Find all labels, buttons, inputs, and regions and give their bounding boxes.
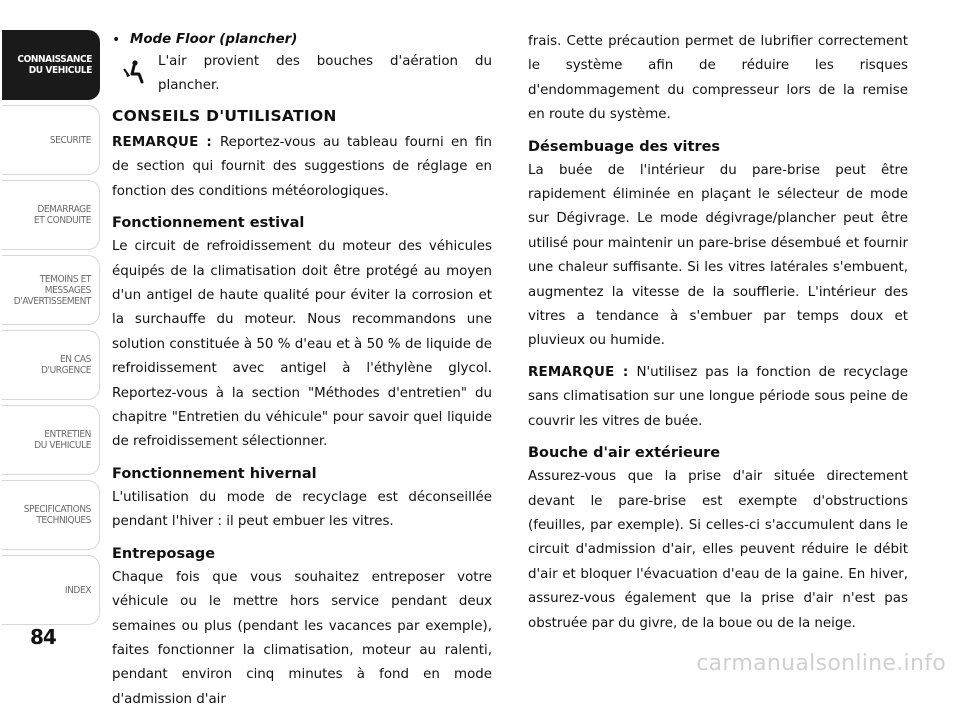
section-heading-conseils: CONSEILS D'UTILISATION (112, 107, 337, 125)
remark-text: N'utilisez pas la fonction de recyclage sans climatisation sur une longue période sous peine de couvrir les vitres de buée. (528, 364, 908, 429)
paragraph-continuation: frais. Cette précaution permet de lubrifier correctement le système afin de réduire les risques d'endommagement du compresseur lors de la remise en route du système. (528, 34, 908, 123)
tab-label: TEMOINS ET MESSAGES D'AVERTISSEMENT (13, 273, 91, 307)
paragraph-bouche: Assurez-vous que la prise d'air située directement devant le pare-brise est exempte d'obstructions (feuilles, par exemple). Si celles-ci s'accumulent dans le circuit d'admission d'air, elles peuvent réduire le débit d'air et bloquer l'évacuation d'eau de la gaine. En hiver, assurez-vous également que la prise d'air n'est pas obstruée par du givre, de la boue ou de la neige. (528, 469, 908, 631)
mode-title: Mode Floor (plancher) (130, 32, 298, 47)
heading-hivernal: Fonctionnement hivernal (112, 465, 317, 482)
tab-label: SECURITE (49, 134, 91, 146)
remark-paragraph (112, 131, 492, 204)
heading-bouche: Bouche d'air extérieure (528, 445, 721, 462)
bullet: • (112, 32, 121, 48)
remark-label: REMARQUE : (528, 364, 629, 380)
tab-demarrage-et-conduite[interactable] (2, 180, 100, 250)
tab-label: EN CAS D'URGENCE (41, 354, 91, 376)
tab-label: ENTRETIEN DU VEHICULE (34, 429, 91, 451)
chapter-sidebar (0, 0, 104, 678)
page-number: 84 (30, 625, 56, 649)
mode-desc-text: L'air provient des bouches d'aération du plancher. (158, 54, 492, 93)
tab-label: DEMARRAGE ET CONDUITE (33, 204, 91, 226)
remark-label: REMARQUE : (112, 135, 212, 150)
tab-connaissance-du-vehicule[interactable] (2, 30, 100, 100)
tab-label: SPECIFICATIONS TECHNIQUES (23, 504, 91, 526)
remark-text: Reportez-vous au tableau fourni en fin de section qui fournit des suggestions de réglage en fonction des conditions météorologiques. (112, 135, 492, 199)
floor-airflow-icon (112, 50, 158, 94)
remark-paragraph (528, 361, 908, 434)
mode-item (112, 30, 492, 50)
left-column (112, 30, 492, 712)
heading-estival: Fonctionnement estival (112, 215, 305, 232)
tab-label: CONNAISSANCE DU VEHICULE (17, 54, 92, 76)
tab-label: INDEX (64, 584, 91, 596)
heading-entreposage: Entreposage (112, 545, 216, 562)
tab-index[interactable] (2, 555, 100, 625)
heading-desembuage: Désembuage des vitres (528, 138, 721, 155)
paragraph-hivernal: L'utilisation du mode de recyclage est déconseillée pendant l'hiver : il peut embuer les vitres. (112, 489, 492, 530)
watermark: carmanualsonline.info (696, 651, 946, 676)
paragraph-entreposage: Chaque fois que vous souhaitez entreposer votre véhicule ou le mettre hors service pendant deux semaines ou plus (pendant les vacances par exemple), faites fonctionner la climatisation, moteur au ralenti, pendant environ cinq minutes à fond en mode d'admission d'air (112, 569, 492, 707)
tab-securite[interactable] (2, 105, 100, 175)
tab-entretien-du-vehicule[interactable] (2, 405, 100, 475)
tab-specifications-techniques[interactable] (2, 480, 100, 550)
tab-en-cas-d-urgence[interactable] (2, 330, 100, 400)
tab-temoins-et-messages[interactable] (2, 255, 100, 325)
paragraph-estival: Le circuit de refroidissement du moteur des véhicules équipés de la climatisation doit être protégé au moyen d'un antigel de haute qualité pour éviter la corrosion et la surchauffe du moteur. Nous recommandons une solution constituée à 50 % d'eau et à 50 % de liquide de refroidissement avec antigel à l'éthylène glycol. Reportez-vous à la section "Méthodes d'entretien" du chapitre "Entretien du véhicule" pour savoir quel liquide de refroidissement sélectionner. (112, 239, 492, 450)
right-column (528, 30, 908, 636)
mode-description (112, 50, 492, 98)
paragraph-desembuage: La buée de l'intérieur du pare-brise peut être rapidement éliminée en plaçant le sélecteur de mode sur Dégivrage. Le mode dégivrage/plancher peut être utilisé pour maintenir un pare-brise désembué et fournir une chaleur suffisante. Si les vitres latérales s'embuent, augmentez la vitesse de la soufflerie. L'intérieur des vitres a tendance à s'embuer par temps doux et pluvieux ou humide. (528, 162, 908, 349)
